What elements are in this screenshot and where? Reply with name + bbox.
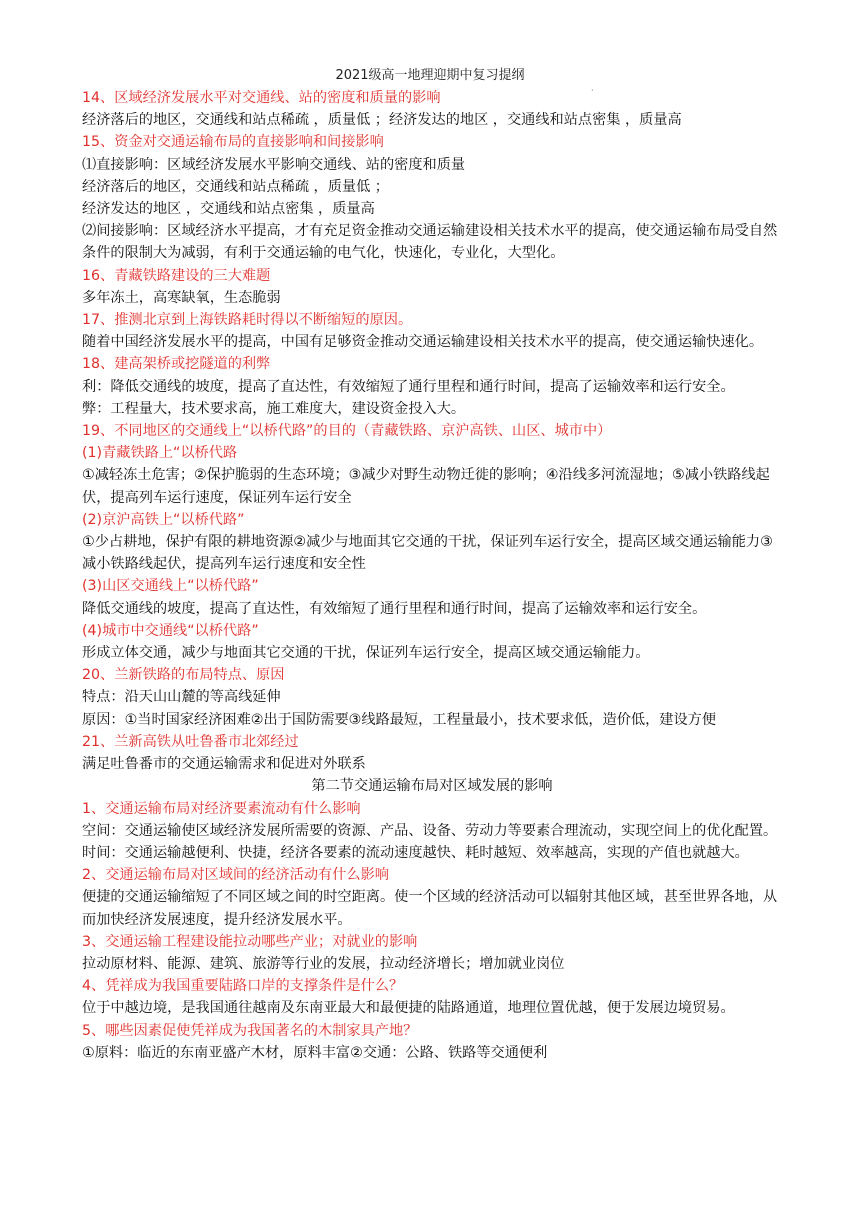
body-text: 位于中越边境，是我国通往越南及东南亚最大和最便捷的陆路通道，地理位置优越，便于发展边境贸易。: [82, 1000, 735, 1017]
body-text: 原因：①当时国家经济困难②出于国防需要③线路最短，工程量最小，技术要求低，造价低，建设方便: [82, 711, 717, 728]
section-heading: (1)青藏铁路上“以桥代路: [82, 445, 238, 462]
body-text: 降低交通线的坡度，提高了直达性，有效缩短了通行里程和通行时间，提高了运输效率和运行安全。: [82, 600, 707, 617]
body-text: 利：降低交通线的坡度，提高了直达性，有效缩短了通行里程和通行时间，提高了运输效率和运行安全。: [82, 378, 735, 395]
page-header: 2021级高一地理迎期中复习提纲: [335, 68, 525, 83]
body-text: ⑴直接影响：区域经济发展水平影响交通线、站的密度和质量: [82, 156, 466, 173]
section-heading: 20、兰新铁路的布局特点、原因: [82, 667, 285, 684]
body-text: ①少占耕地，保护有限的耕地资源②减少与地面其它交通的干扰，保证列车运行安全，提高区域交通运输能力③ 减小铁路线起伏，提高列车运行速度和安全性: [82, 534, 773, 573]
body-text: 便捷的交通运输缩短了不同区域之间的时空距离。使一个区域的经济活动可以辐射其他区域，甚至世界各地，从而加快经济发展速度，提升经济发展水平。: [82, 889, 778, 928]
section-heading: 17、推测北京到上海铁路耗时得以不断缩短的原因。: [82, 312, 413, 329]
section-heading: 19、不同地区的交通线上“以桥代路”的目的（青藏铁路、京沪高铁、山区、城市中）: [82, 423, 612, 440]
body-text: 特点：沿天山山麓的等高线延伸: [82, 689, 281, 706]
section-heading: (4)城市中交通线“以桥代路”: [82, 622, 259, 639]
body-text: 弊：工程量大，技术要求高，施工难度大，建设资金投入大。: [82, 400, 466, 417]
section-heading: (2)京沪高铁上“以桥代路”: [82, 511, 245, 528]
body-text: 满足吐鲁番市的交通运输需求和促进对外联系: [82, 756, 366, 773]
body-text: 经济发达的地区 ，交通线和站点密集 ，质量高: [82, 201, 375, 218]
section-heading: 14、区域经济发展水平对交通线、站的密度和质量的影响: [82, 90, 441, 106]
section-heading: 2、交通运输布局对区域间的经济活动有什么影响: [82, 867, 389, 884]
body-text: 经济落后的地区，交通线和站点稀疏 ，质量低 ；经济发达的地区 ，交通线和站点密集 ，质量高: [82, 112, 682, 129]
section-heading: 1、交通运输布局对经济要素流动有什么影响: [82, 800, 361, 817]
section-heading: 18、建高架桥或挖隧道的利弊: [82, 356, 271, 373]
section-heading: 4、凭祥成为我国重要陆路口岸的支撑条件是什么？: [82, 978, 404, 995]
body-text: 多年冻土，高寒缺氧，生态脆弱: [82, 289, 281, 306]
stray-dot: ·: [591, 86, 594, 95]
body-text: 经济落后的地区，交通线和站点稀疏 ，质量低 ；: [82, 178, 389, 195]
body-text: 形成立体交通，减少与地面其它交通的干扰，保证列车运行安全，提高区域交通运输能力。: [82, 645, 650, 662]
section-heading: (3)山区交通线上“以桥代路”: [82, 578, 259, 595]
section-heading: 3、交通运输工程建设能拉动哪些产业；对就业的影响: [82, 933, 418, 950]
document-body: [82, 87, 782, 1064]
section-heading: 5、哪些因素促使凭祥成为我国著名的木制家具产地？: [82, 1022, 418, 1039]
section-heading: 15、资金对交通运输布局的直接影响和间接影响: [82, 134, 384, 151]
body-text: ①减轻冻土危害；②保护脆弱的生态环境；③减少对野生动物迁徙的影响；④沿线多河流湿地；⑤减小铁路线起伏，提高列车运行速度，保证列车运行安全: [82, 467, 770, 506]
body-text: 随着中国经济发展水平的提高，中国有足够资金推动交通运输建设相关技术水平的提高，使交通运输快速化。: [82, 334, 764, 351]
body-text: 空间：交通运输使区域经济发展所需要的资源、产品、设备、劳动力等要素合理流动，实现空间上的优化配置。: [82, 822, 778, 839]
body-text: 时间：交通运输越便利、快捷，经济各要素的流动速度越快、耗时越短、效率越高，实现的产值也就越大。: [82, 844, 749, 861]
body-text: ⑵间接影响：区域经济水平提高，才有充足资金推动交通运输建设相关技术水平的提高，使交通运输布局受自然条件的限制大为减弱，有利于交通运输的电气化，快速化，专业化，大型化。: [82, 223, 778, 262]
body-text: ①原料：临近的东南亚盛产木材，原料丰富②交通：公路、铁路等交通便利: [82, 1044, 548, 1061]
section-heading: 21、兰新高铁从吐鲁番市北郊经过: [82, 733, 299, 750]
section-heading: 16、青藏铁路建设的三大难题: [82, 267, 271, 284]
chapter-title: 第二节交通运输布局对区域发展的影响: [311, 778, 553, 795]
body-text: 拉动原材料、能源、建筑、旅游等行业的发展，拉动经济增长；增加就业岗位: [82, 955, 565, 972]
